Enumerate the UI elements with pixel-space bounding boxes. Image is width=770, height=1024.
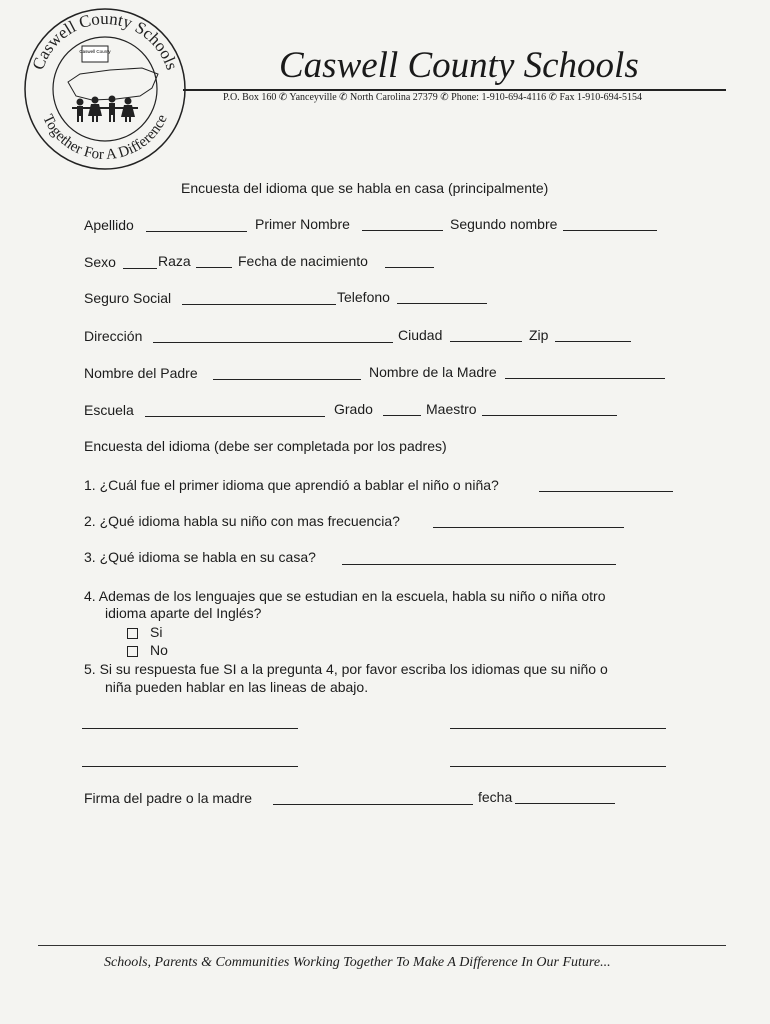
question-4-line-1: 4. Ademas de los lenguajes que se estudian en la escuela, habla su niño o niña otro <box>84 588 606 604</box>
footer-rule <box>38 945 726 946</box>
fecha-label: fecha <box>478 789 513 805</box>
zip-label: Zip <box>529 327 549 343</box>
logo-bottom-text: Together For A Difference <box>39 112 171 164</box>
question-3: 3. ¿Qué idioma se habla en su casa? <box>84 549 316 565</box>
question-4-line-2: idioma aparte del Inglés? <box>105 605 262 621</box>
raza-field[interactable] <box>196 267 232 268</box>
fecha-nacimiento-label: Fecha de nacimiento <box>238 253 368 269</box>
escuela-field[interactable] <box>145 416 325 417</box>
maestro-label: Maestro <box>426 401 477 417</box>
form-title: Encuesta del idioma que se habla en casa (principalmente) <box>181 180 549 196</box>
firma-field[interactable] <box>273 804 473 805</box>
option-si-label: Si <box>150 624 163 640</box>
question-1-answer[interactable] <box>539 491 673 492</box>
language-line-1[interactable] <box>82 728 298 729</box>
apellido-label: Apellido <box>84 217 134 233</box>
org-name-title: Caswell County Schools <box>279 45 639 86</box>
segundo-nombre-field[interactable] <box>563 230 657 231</box>
question-3-answer[interactable] <box>342 564 616 565</box>
option-si[interactable] <box>127 624 162 640</box>
maestro-field[interactable] <box>482 415 617 416</box>
ciudad-label: Ciudad <box>398 327 443 343</box>
grado-field[interactable] <box>383 415 421 416</box>
survey-subtitle: Encuesta del idioma (debe ser completada por los padres) <box>84 438 447 454</box>
language-line-3[interactable] <box>82 766 298 767</box>
direccion-label: Dirección <box>84 328 143 344</box>
ciudad-field[interactable] <box>450 341 522 342</box>
school-logo <box>20 4 190 174</box>
option-no-label: No <box>150 642 168 658</box>
sexo-field[interactable] <box>123 268 157 269</box>
firma-label: Firma del padre o la madre <box>84 790 253 806</box>
direccion-field[interactable] <box>153 342 393 343</box>
logo-map-label: Caswell County <box>79 49 111 54</box>
checkbox-no[interactable] <box>127 646 138 657</box>
zip-field[interactable] <box>555 341 631 342</box>
state-map-icon <box>68 68 158 100</box>
header-rule <box>183 89 726 91</box>
fecha-nacimiento-field[interactable] <box>385 267 434 268</box>
nombre-madre-label: Nombre de la Madre <box>369 364 497 380</box>
nombre-padre-label: Nombre del Padre <box>84 365 198 381</box>
nombre-padre-field[interactable] <box>213 379 361 380</box>
seguro-social-label: Seguro Social <box>84 290 172 306</box>
nombre-madre-field[interactable] <box>505 378 665 379</box>
question-2: 2. ¿Qué idioma habla su niño con mas frecuencia? <box>84 513 400 529</box>
question-5-line-1: 5. Si su respuesta fue SI a la pregunta 4, por favor escriba los idiomas que su niño o <box>84 661 608 677</box>
fecha-field[interactable] <box>515 803 615 804</box>
segundo-nombre-label: Segundo nombre <box>450 216 558 232</box>
primer-nombre-label: Primer Nombre <box>255 216 350 232</box>
question-2-answer[interactable] <box>433 527 624 528</box>
telefono-label: Telefono <box>337 289 390 305</box>
telefono-field[interactable] <box>397 303 487 304</box>
grado-label: Grado <box>334 401 373 417</box>
language-line-4[interactable] <box>450 766 666 767</box>
footer-motto: Schools, Parents & Communities Working Together To Make A Difference In Our Future... <box>104 955 611 970</box>
seguro-social-field[interactable] <box>182 304 336 305</box>
apellido-field[interactable] <box>146 231 247 232</box>
question-5-line-2: niña pueden hablar en las lineas de abajo. <box>105 679 369 695</box>
raza-label: Raza <box>158 253 191 269</box>
question-1: 1. ¿Cuál fue el primer idioma que aprendió a bablar el niño o niña? <box>84 477 499 493</box>
checkbox-si[interactable] <box>127 628 138 639</box>
escuela-label: Escuela <box>84 402 134 418</box>
sexo-label: Sexo <box>84 254 116 270</box>
logo-top-text: Caswell County Schools <box>28 8 182 73</box>
language-line-2[interactable] <box>450 728 666 729</box>
primer-nombre-field[interactable] <box>362 230 443 231</box>
contact-info: P.O. Box 160 ✆ Yanceyville ✆ North Carolina 27379 ✆ Phone: 1-910-694-4116 ✆ Fax 1-910-694-5154 <box>223 92 642 103</box>
option-no[interactable] <box>127 642 168 658</box>
